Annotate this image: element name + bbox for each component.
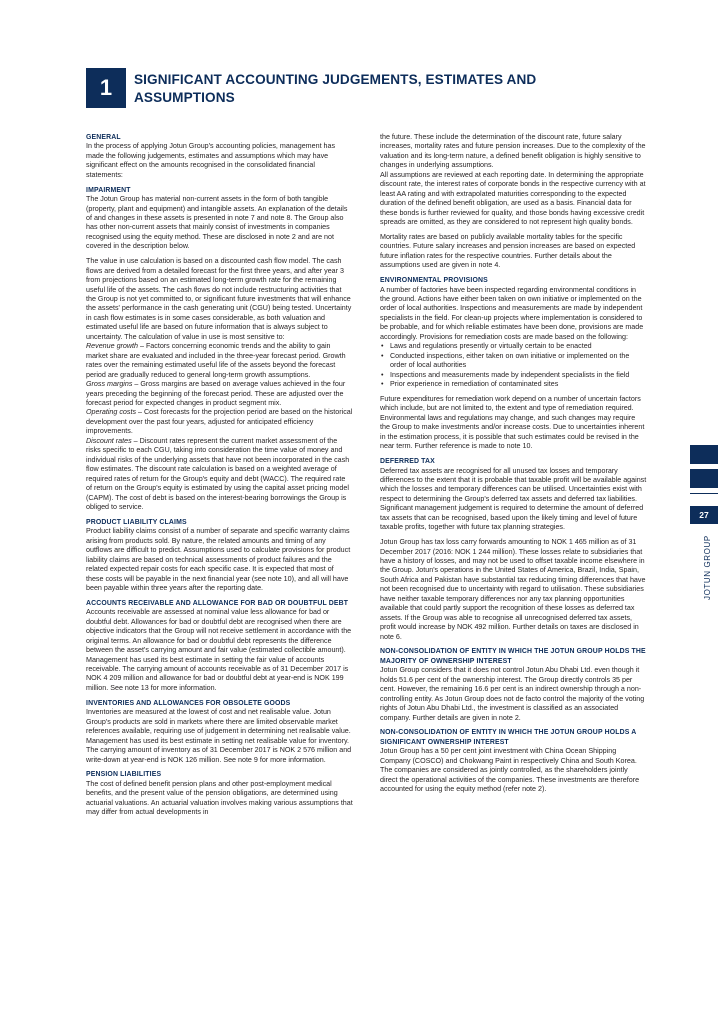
paragraph: Deferred tax assets are recognised for all unused tax losses and temporary differences to the extent that it is probable that taxable profit will be available against which the losses and temporary differences can be utilised. Uncertainties exist with respect to determining the Group's deferred tax assets and deferred tax liabilities. Significant management judgement is required to determine the amount of deferred tax assets that can be recognised, based upon the likely timing and level of future taxable profits, together with future tax planning strategies.: [380, 466, 647, 532]
paragraph: Jotun Group has a 50 per cent joint investment with China Ocean Shipping Company (COSCO) and Chokwang Paint in respectively China and South Korea. The companies are considered as jointly controlled, as the shareholders jointly direct the operational activities of the companies. These investments are therefore accounted for using the equity method (refer note 2).: [380, 747, 640, 794]
heading-deferred-tax: DEFERRED TAX: [380, 458, 435, 466]
paragraph: The value in use calculation is based on a discounted cash flow model. The cash flows are derived from a detailed forecast for the first three years, and after year 3 from projections based on an estimated long-term growth rate for the remaining useful life of the assets. The cash flows do not include restructuring activities that the Group is not yet committed to, or significant future investments that will enhance the assets' performance in the cash generating unit (CGU) being tested. Uncertainty in cash flow estimates is in some cases considerable, as both valuation and estimated useful life are based on future information that is always subject to uncertainty. The calculation of value in use is most sensitive to:: [86, 257, 352, 341]
paragraph: Jotun Group considers that it does not control Jotun Abu Dhabi Ltd. even though it holds 51.6 per cent of the ownership interest. The Group directly controls 35 per cent. However, the remaining 16.6 per cent is an indirect ownership through a non-controlling entity. As Jotun Group does not de facto control the majority of the voting rights of Jotun Abu Dhabi Ltd., the investment is classified as an associated company. Further details are given in note 2.: [380, 666, 645, 722]
paragraph: [86, 408, 353, 436]
paragraph: Future expenditures for remediation work depend on a number of uncertain factors which include, but are not limited to, the extent and type of remediation required. Environmental laws and regulations may change, and such changes may require the Group to make investments and/or increase costs. Due to uncertainties inherent in the estimation process, it is possible that such estimates could be revised in the near term. Further reference is made to note 10.: [380, 394, 645, 451]
heading-accounts-receivable: ACCOUNTS RECEIVABLE AND ALLOWANCE FOR BAD OR DOUBTFUL DEBT: [86, 599, 349, 607]
paragraph: [86, 342, 353, 380]
text: – Factors concerning economic trends and the ability to gain market share are evaluated and included in the three-year forecast period. Growth rates over the remaining estimated useful life of the assets beyond the forecast period are gradually reduced to general long-term growth assumptions.: [86, 342, 346, 379]
term-revenue-growth: Revenue growth: [86, 342, 138, 351]
section-number-badge: 1: [86, 68, 126, 108]
text: – Discount rates represent the current market assessment of the risks specific to each CGU, taking into consideration the time value of money and individual risks of the underlying assets that have not been incorporated in the cash flow estimates. The discount rate calculation is based on a weighted average of required rates of return for the Group's equity and debt (WACC). The required rate of return on the Group's equity is estimated by using the capital asset pricing model (CAPM). The cost of debt is based on the interest-bearing borrowings the Group is obliged to service.: [86, 436, 350, 511]
side-tab-block: [690, 445, 718, 464]
list-item: • Prior experience in remediation of contaminated sites: [390, 380, 647, 389]
paragraph: Product liability claims consist of a number of separate and specific warranty claims arising from products sold. By nature, the related amounts and timing of any outflows are difficult to predict. Assumptions used to calculate provisions for product liability claims are based on technical assessments of product failures and the related expected repair costs for each specific case. It is expected that most of these costs will be payable in the next financial year (see note 10), and all will have been payable within three years after the reporting date.: [86, 527, 351, 593]
paragraph: Accounts receivable are assessed at nominal value less allowance for bad or doubtful debt. Allowances for bad or doubtful debt are recognised when there are objective indicators that the Group will not receive settlement in accordance with the original terms. An allowance for bad or doubtful debt represents the difference between the asset's carrying amount and fair value (estimated collectible amount). Management has used its best estimate in setting the fair value of accounts receivable. The carrying amount of accounts receivable as of 31 December 2017 is NOK 4 209 million and allowance for bad or doubtful debt at year-end is NOK 199 million. See note 13 for more information.: [86, 608, 352, 692]
side-tab-block: [690, 469, 718, 488]
heading-product-liability: PRODUCT LIABILITY CLAIMS: [86, 518, 187, 526]
heading-general: GENERAL: [86, 134, 121, 141]
heading-non-consolidation-significant: NON-CONSOLIDATION OF ENTITY IN WHICH THE JOTUN GROUP HOLDS A SIGNIFICANT OWNERSHIP INTEREST: [380, 729, 637, 746]
bullet-list: [380, 342, 647, 389]
left-column: [86, 133, 353, 818]
paragraph: [86, 437, 353, 513]
paragraph: The cost of defined benefit pension plans and other post-employment medical benefits, and the present value of the pension obligations, are determined using actuarial valuations. An actuarial valuation involves making various assumptions that may differ from actual developments in: [86, 779, 353, 817]
paragraph: In the process of applying Jotun Group's accounting policies, management has made the following judgements, estimates and assumptions which may have significant effect on the amounts recognised in the consolidated financial statements:: [86, 142, 336, 179]
text: – Cost forecasts for the projection period are based on the historical development over the past four years, adjusted for anticipated efficiency improvements.: [86, 408, 353, 436]
paragraph: [86, 380, 353, 408]
term-operating-costs: Operating costs: [86, 408, 137, 417]
paragraph: All assumptions are reviewed at each reporting date. In determining the appropriate discount rate, the interest rates of corporate bonds in the respective currency with at least AA rating and with extrapolated maturities corresponding to the expected duration of the defined benefit obligation, are used as a basis. Financial data for these bonds is further reviewed for quality, and those bonds having excessive credit spreads are omitted, as they are considered to not represent high quality bonds.: [380, 170, 646, 227]
heading-non-consolidation-majority: NON-CONSOLIDATION OF ENTITY IN WHICH THE JOTUN GROUP HOLDS THE MAJORITY OF OWNERSHIP INTEREST: [380, 648, 646, 665]
term-discount-rates: Discount rates: [86, 436, 132, 445]
paragraph: A number of factories have been inspected regarding environmental conditions in the ground. Actions have either been taken on own initiative or implemented on the order of local authorities. Inspections and measurements are made by independent specialists in the field. For clean-up projects where implementation is considered to be probable, and for which reliable estimates have been done, provisions are made accordingly. Provisions for remediation costs are made based on the following:: [380, 285, 644, 341]
page-number: 27: [690, 506, 718, 524]
side-tab-divider: [690, 493, 718, 494]
list-item: • Inspections and measurements made by independent specialists in the field: [390, 371, 647, 380]
paragraph: Inventories are measured at the lowest of cost and net realisable value. Jotun Group's products are sold in markets where there are limited observable market references available, requiring use of judgement in determining net realisable value. Management has used its best estimate in setting net realisable value for inventory. The carrying amount of inventory as of 31 December 2017 is NOK 2 576 million and write-down at year-end is NOK 126 million. See note 9 for more information.: [86, 708, 352, 764]
heading-environmental: ENVIRONMENTAL PROVISIONS: [380, 277, 488, 285]
side-label: JOTUN GROUP: [703, 535, 712, 600]
heading-inventories: INVENTORIES AND ALLOWANCES FOR OBSOLETE GOODS: [86, 699, 291, 707]
paragraph: The Jotun Group has material non-current assets in the form of both tangible (property, plant and equipment) and intangible assets. An explanation of the details of and changes in these assets is presented in note 7 and note 8. The Group also has other non-current assets that mainly consist of investments in companies recognised using the equity method. These are disclosed in note 2 and are not covered in the description below.: [86, 195, 348, 251]
paragraph: Jotun Group has tax loss carry forwards amounting to NOK 1 465 million as of 31 December 2017 (2016: NOK 1 244 million). These losses relate to subsidiaries that have a history of losses, and may not be used to offset taxable income elsewhere in the Group. Jotun's operations in the United States of America, Brazil, India, Spain, South Africa and Pakistan have substantial tax reducing timing differences that have not been recognised due to uncertainty with regard to utilisation. These subsidiaries have neither taxable temporary differences nor any tax planning opportunities available that could partly support the recognition of these losses as deferred tax assets. If the Group was able to recognise all unrecognised deferred tax assets, profit would increase by NOK 492 million. Further details on taxes are disclosed in note 6.: [380, 538, 646, 641]
heading-impairment: IMPAIRMENT: [86, 186, 131, 194]
term-gross-margins: Gross margins: [86, 380, 133, 389]
paragraph: the future. These include the determination of the discount rate, future salary increases, mortality rates and future pension increases. Due to the complexity of the valuation and its long-term nature, a defined benefit obligation is highly sensitive to changes in underlying assumptions.: [380, 133, 646, 170]
list-item: • Laws and regulations presently or virtually certain to be enacted: [390, 342, 647, 351]
paragraph: Mortality rates are based on publicly available mortality tables for the specific countries. Future salary increases and pension increases are based on expected future inflation rates for the respective countries. Further details about the assumptions used are given in note 4.: [380, 232, 636, 270]
text: – Gross margins are based on average values achieved in the four years preceding the beginning of the forecast period. These are adjusted over the forecast period for expected changes in product segment mix.: [86, 380, 346, 408]
section-title: SIGNIFICANT ACCOUNTING JUDGEMENTS, ESTIMATES AND ASSUMPTIONS: [134, 72, 537, 105]
right-column: [380, 133, 647, 795]
list-item: • Conducted inspections, either taken on own initiative or implemented on the order of local authorities: [390, 352, 647, 371]
heading-pension: PENSION LIABILITIES: [86, 771, 162, 779]
